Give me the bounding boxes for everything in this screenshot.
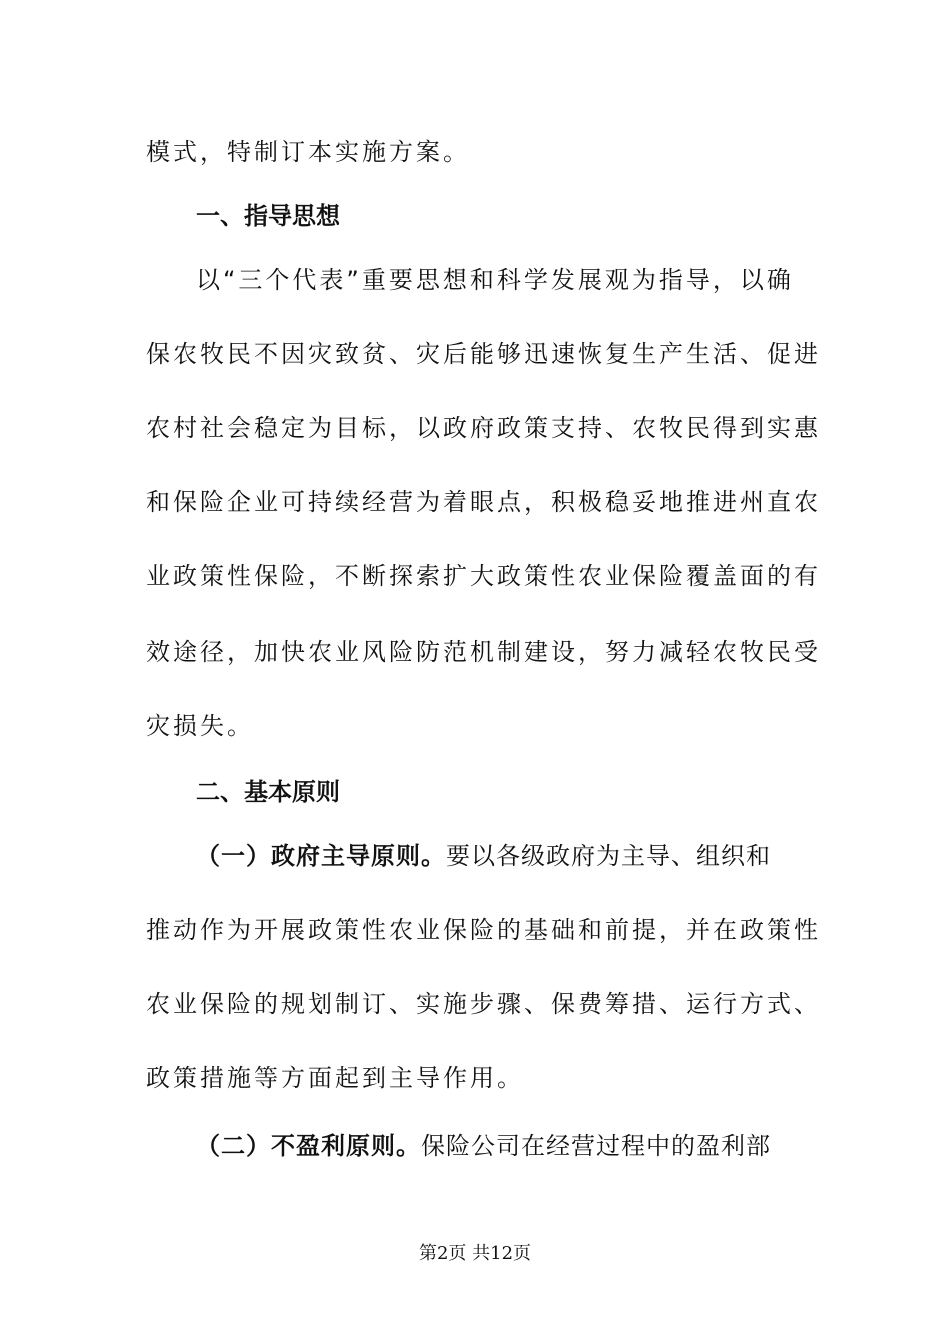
page-footer: 第2页 共12页 <box>418 1243 532 1264</box>
section-heading-basic-principles: 二、基本原则 <box>196 778 340 806</box>
paragraph-line: 以“三个代表”重要思想和科学发展观为指导，以确 <box>196 266 794 294</box>
paragraph-line: 农村社会稳定为目标，以政府政策支持、农牧民得到实惠 <box>146 414 821 442</box>
paragraph-line: 推动作为开展政策性农业保险的基础和前提，并在政策性 <box>146 916 821 944</box>
paragraph-line: 灾损失。 <box>146 712 254 740</box>
principle-2-title: （二）不盈利原则。 <box>196 1132 421 1160</box>
section-heading-guiding-ideology: 一、指导思想 <box>196 202 340 230</box>
principle-1-title: （一）政府主导原则。 <box>196 842 446 870</box>
paragraph-line: 效途径，加快农业风险防范机制建设，努力减轻农牧民受 <box>146 638 821 666</box>
paragraph-line: 模式，特制订本实施方案。 <box>146 138 470 166</box>
paragraph-line: 政策措施等方面起到主导作用。 <box>146 1064 524 1092</box>
principle-1-line <box>196 840 806 872</box>
principle-2-text: 保险公司在经营过程中的盈利部 <box>421 1132 771 1160</box>
principle-1-text: 要以各级政府为主导、组织和 <box>446 842 771 870</box>
paragraph-line: 和保险企业可持续经营为着眼点，积极稳妥地推进州直农 <box>146 488 821 516</box>
paragraph-line: 农业保险的规划制订、实施步骤、保费筹措、运行方式、 <box>146 990 821 1018</box>
paragraph-line: 业政策性保险，不断探索扩大政策性农业保险覆盖面的有 <box>146 562 821 590</box>
paragraph-line: 保农牧民不因灾致贫、灾后能够迅速恢复生产生活、促进 <box>146 340 821 368</box>
principle-2-line <box>196 1130 806 1162</box>
